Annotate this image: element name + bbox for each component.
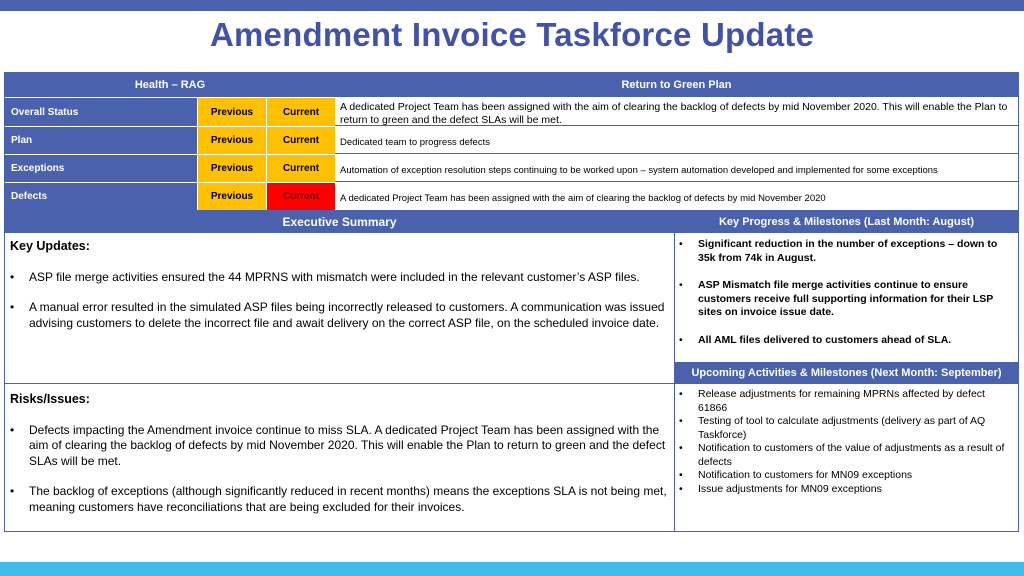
health-row-exceptions — [5, 154, 1018, 182]
return-to-green-text: A dedicated Project Team has been assigned with the aim of clearing the backlog of defects by mid November 2020 — [335, 183, 1018, 210]
return-to-green-header: Return to Green Plan — [621, 79, 732, 91]
milestones-panel — [675, 210, 1019, 532]
bullet-icon: • — [679, 415, 683, 427]
bottom-accent-bar — [0, 562, 1024, 576]
bullet-icon: • — [10, 422, 15, 437]
upcoming-text: Testing of tool to calculate adjustments (delivery as part of AQ Taskforce) — [698, 415, 986, 441]
bullet-icon: • — [679, 482, 683, 495]
bullet-icon: • — [10, 484, 15, 498]
return-to-green-text: A dedicated Project Team has been assigned with the aim of clearing the backlog of defects by mid November 2020. This will enable the Plan to return to green and the defect SLAs will be met. — [335, 98, 1018, 126]
current-status-cell: Current — [266, 155, 335, 182]
top-accent-bar — [0, 0, 1024, 11]
risk-text: Defects impacting the Amendment invoice continue to miss SLA. A dedicated Project Team has been assigned with the aim of clearing the backlog of defects by mid November 2020. This will enable the Plan to return to green and the defect SLAs will be met. — [29, 422, 666, 468]
executive-summary-panel — [4, 210, 675, 532]
health-row-plan — [5, 126, 1018, 154]
list-item — [679, 415, 1012, 442]
previous-status-cell: Previous — [197, 155, 266, 182]
health-row-label: Exceptions — [5, 155, 197, 182]
key-progress-header: Key Progress & Milestones (Last Month: August) — [675, 211, 1018, 233]
key-update-text: ASP file merge activities ensured the 44 MPRNS with mismatch were included in the relevant customer’s ASP files. — [29, 269, 640, 284]
progress-text: ASP Mismatch file merge activities continue to ensure customers receive full supporting information for their LSP sites on invoice issue date. — [698, 279, 994, 318]
progress-text: Significant reduction in the number of exceptions – down to 35k from 74k in August. — [698, 238, 998, 264]
bullet-icon: • — [10, 300, 15, 314]
upcoming-text: Release adjustments for remaining MPRNs affected by defect 61866 — [698, 388, 985, 414]
health-row-label: Plan — [5, 127, 197, 154]
bullet-icon: • — [679, 388, 683, 400]
progress-text: All AML files delivered to customers ahead of SLA. — [698, 333, 952, 346]
upcoming-text: Issue adjustments for MN09 exceptions — [698, 482, 882, 495]
health-row-defects — [5, 182, 1018, 210]
return-to-green-text: Dedicated team to progress defects — [335, 127, 1018, 154]
health-row-label: Defects — [5, 183, 197, 210]
executive-summary-header: Executive Summary — [5, 211, 674, 233]
list-item — [10, 484, 669, 515]
health-rag-header: Health – RAG — [134, 79, 206, 91]
bullet-icon: • — [679, 279, 683, 291]
bullet-icon: • — [679, 442, 683, 454]
list-item — [679, 279, 1012, 320]
list-item — [10, 270, 669, 286]
list-item — [679, 388, 1012, 415]
list-item — [679, 334, 1012, 348]
previous-status-cell: Previous — [197, 127, 266, 154]
key-updates-section — [5, 233, 674, 384]
return-to-green-text: Automation of exception resolution steps continuing to be worked upon – system automation developed and implemented for some exceptions — [335, 155, 1018, 182]
key-updates-title: Key Updates: — [10, 239, 90, 253]
bullet-icon: • — [679, 333, 683, 346]
current-status-cell-red: Current — [266, 183, 335, 210]
health-row-label: Overall Status — [5, 98, 197, 126]
bullet-icon: • — [10, 269, 15, 284]
upcoming-activities-header: Upcoming Activities & Milestones (Next Month: September) — [675, 362, 1018, 384]
health-row-overall-status — [5, 97, 1018, 126]
bullet-icon: • — [679, 238, 683, 250]
risks-issues-section — [5, 384, 674, 515]
key-update-text: A manual error resulted in the simulated ASP files being incorrectly released to customers. A communication was issued advising customers to delete the incorrect file and await delivery on the correct ASP file, on the scheduled invoice date. — [29, 300, 665, 330]
current-status-cell: Current — [266, 127, 335, 154]
upcoming-text: Notification to customers of the value of adjustments as a result of defects — [698, 442, 1005, 468]
bullet-icon: • — [679, 469, 683, 481]
risk-text: The backlog of exceptions (although significantly reduced in recent months) means the exceptions SLA is not being met, meaning customers have reconciliations that are being excluded for their invoices. — [29, 484, 667, 514]
list-item — [679, 483, 1012, 497]
previous-status-cell: Previous — [197, 183, 266, 210]
previous-status-cell: Previous — [197, 98, 266, 126]
key-progress-section — [675, 233, 1018, 362]
current-status-cell: Current — [266, 98, 335, 126]
upcoming-text: Notification to customers for MN09 exceptions — [698, 469, 913, 481]
upcoming-activities-section — [675, 384, 1018, 496]
list-item — [10, 300, 669, 331]
list-item — [679, 442, 1012, 469]
page-title: Amendment Invoice Taskforce Update — [209, 16, 814, 53]
list-item — [679, 469, 1012, 483]
health-rag-table — [4, 72, 1019, 211]
health-table-header — [5, 73, 1018, 97]
list-item — [10, 423, 669, 470]
risks-issues-title: Risks/Issues: — [10, 392, 90, 406]
list-item — [679, 238, 1012, 265]
